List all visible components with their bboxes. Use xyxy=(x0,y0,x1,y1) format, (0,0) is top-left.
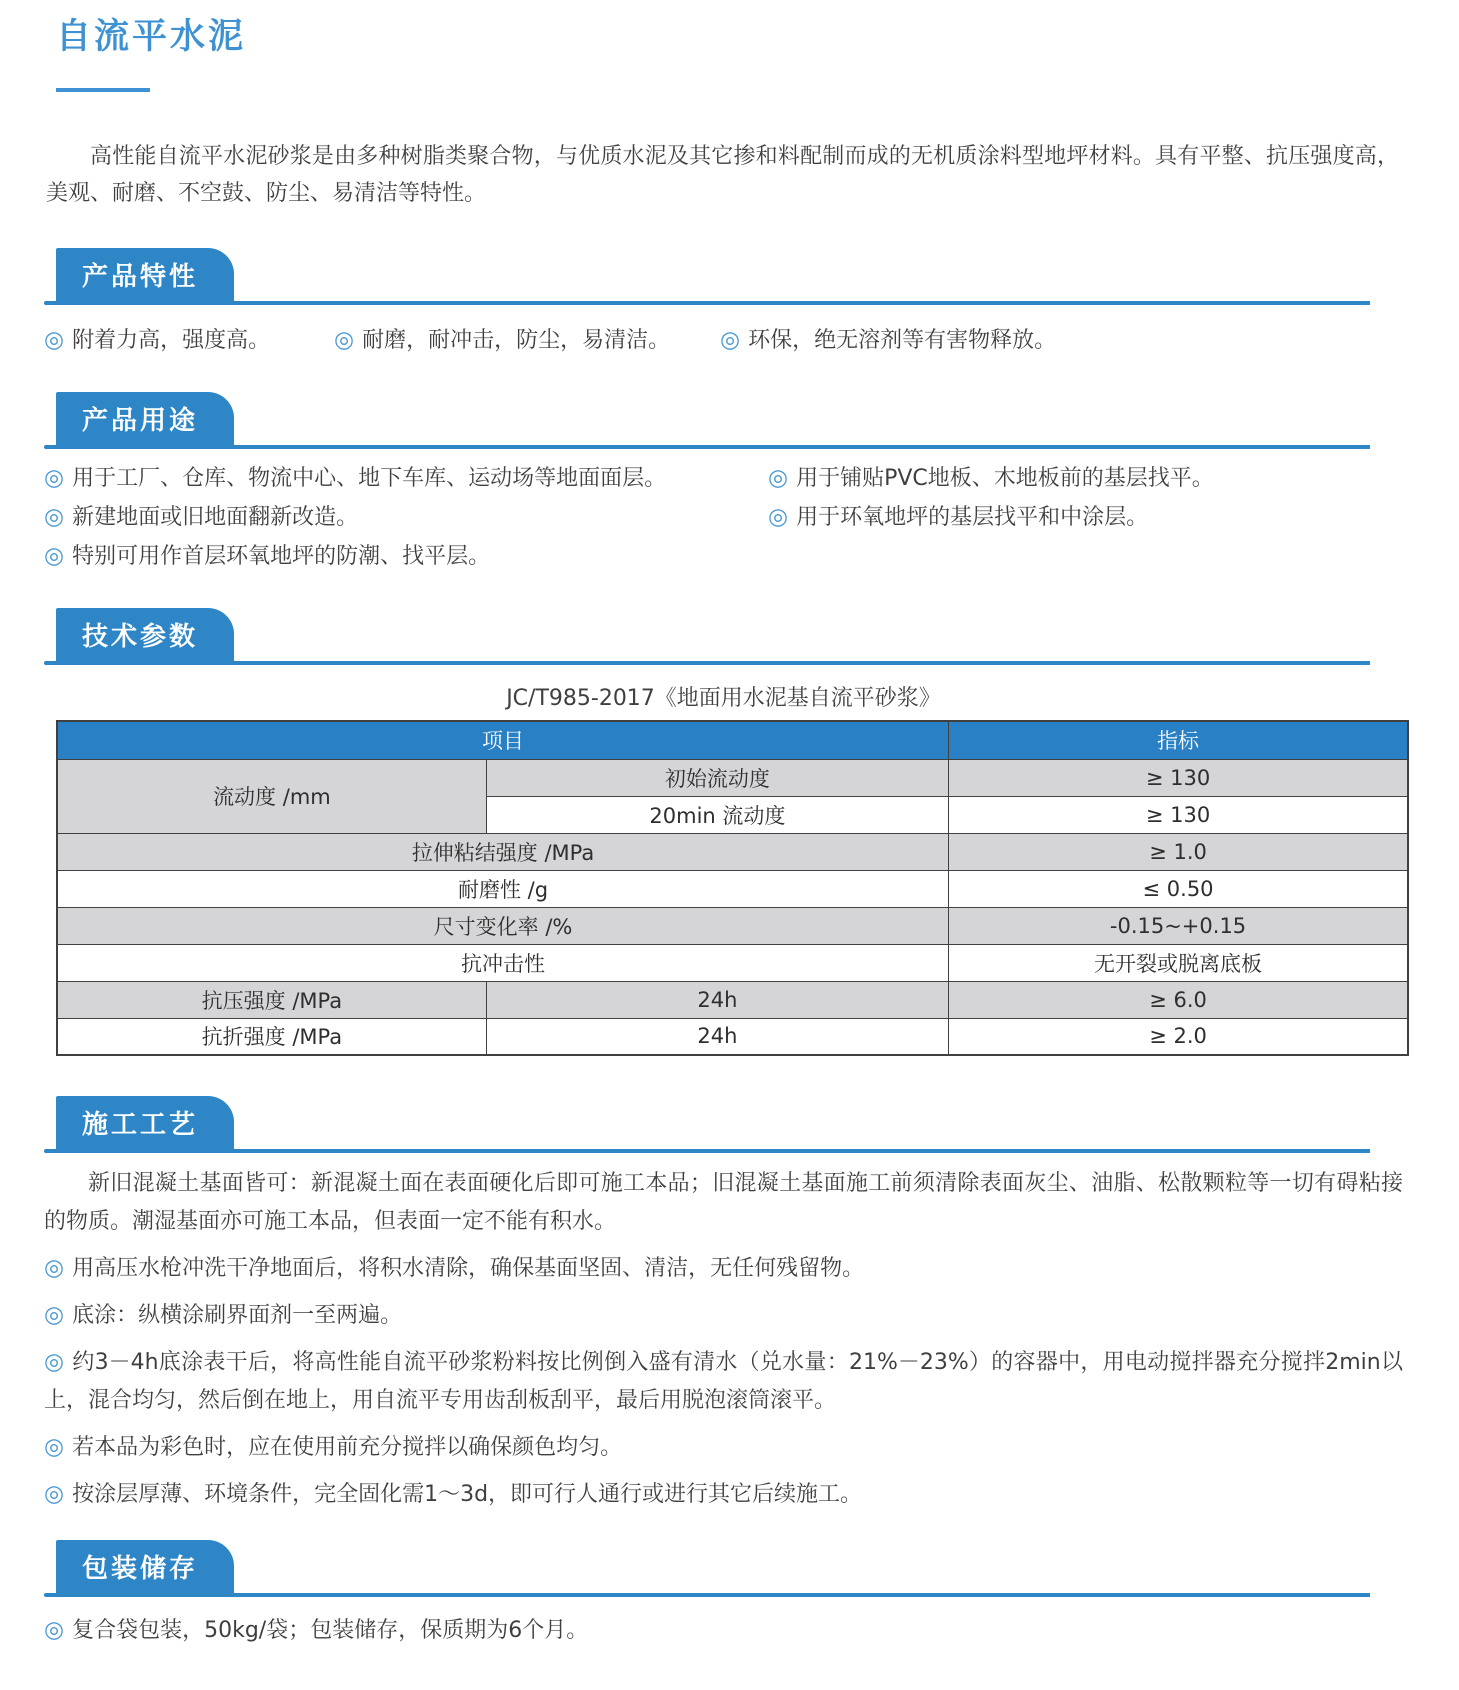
process-step-text: 约3－4h底涂表干后，将高性能自流平砂浆粉料按比例倒入盛有清水（兑水量：21%－23%）的容器中，用电动搅拌器充分搅拌2min以上，混合均匀，然后倒在地上，用自流平专用齿刮板刮平，最后用脱泡滚筒滚平。 xyxy=(44,1350,1403,1413)
section-banner-packaging: 包装储存 xyxy=(56,1540,234,1593)
process-step xyxy=(44,1296,1403,1335)
feature-item xyxy=(44,321,334,360)
packaging-item xyxy=(44,1611,1403,1650)
table-cell: 抗折强度 /MPa xyxy=(57,1018,486,1055)
uses-column-right xyxy=(768,459,1403,576)
section-uses xyxy=(44,392,1403,576)
section-process xyxy=(44,1096,1403,1514)
uses-list xyxy=(44,459,1403,576)
table-cell: 20min 流动度 xyxy=(486,796,948,833)
use-item-text: 特别可用作首层环氧地坪的防潮、找平层。 xyxy=(72,544,491,569)
section-rule xyxy=(44,445,1370,449)
table-header-cell: 指标 xyxy=(949,721,1408,759)
table-cell: ≥ 6.0 xyxy=(949,981,1408,1018)
table-cell: -0.15~+0.15 xyxy=(949,907,1408,944)
process-step xyxy=(44,1249,1403,1288)
section-banner-process: 施工工艺 xyxy=(56,1096,234,1149)
process-step-text: 按涂层厚薄、环境条件，完全固化需1～3d，即可行人通行或进行其它后续施工。 xyxy=(72,1482,863,1507)
table-cell: 流动度 /mm xyxy=(57,759,486,833)
feature-item-text: 耐磨，耐冲击，防尘，易清洁。 xyxy=(362,328,671,353)
process-step xyxy=(44,1475,1403,1514)
use-item xyxy=(44,537,768,576)
table-cell: ≤ 0.50 xyxy=(949,870,1408,907)
process-paragraph: 新旧混凝土基面皆可：新混凝土面在表面硬化后即可施工本品；旧混凝土基面施工前须清除表面灰尘、油脂、松散颗粒等一切有碍粘接的物质。潮湿基面亦可施工本品，但表面一定不能有积水。 xyxy=(44,1171,1403,1234)
section-header xyxy=(56,1540,1403,1593)
bullet-circle-icon: ◎ xyxy=(44,1434,65,1460)
table-row xyxy=(57,1018,1408,1055)
bullet-circle-icon: ◎ xyxy=(44,504,65,530)
table-row xyxy=(57,944,1408,981)
table-cell: 24h xyxy=(486,981,948,1018)
feature-item-text: 环保，绝无溶剂等有害物释放。 xyxy=(748,328,1057,353)
section-rule xyxy=(44,1149,1370,1153)
section-rule xyxy=(44,301,1370,305)
bullet-circle-icon: ◎ xyxy=(720,327,741,353)
bullet-circle-icon: ◎ xyxy=(44,465,65,491)
section-banner-parameters: 技术参数 xyxy=(56,608,234,661)
section-banner-uses: 产品用途 xyxy=(56,392,234,445)
section-features xyxy=(44,248,1403,360)
feature-item xyxy=(334,321,720,360)
section-header xyxy=(56,1096,1403,1149)
table-header-cell: 项目 xyxy=(57,721,949,759)
section-rule xyxy=(44,1593,1370,1597)
uses-column-left xyxy=(44,459,768,576)
use-item-text: 用于工厂、仓库、物流中心、地下车库、运动场等地面面层。 xyxy=(72,466,667,491)
bullet-circle-icon: ◎ xyxy=(44,1617,65,1643)
use-item xyxy=(768,459,1403,498)
table-cell: 抗冲击性 xyxy=(57,944,949,981)
table-header-row xyxy=(57,721,1408,759)
bullet-circle-icon: ◎ xyxy=(768,504,789,530)
table-cell: 24h xyxy=(486,1018,948,1055)
packaging-item-text: 复合袋包装，50kg/袋；包装储存，保质期为6个月。 xyxy=(72,1618,589,1643)
bullet-circle-icon: ◎ xyxy=(44,1255,65,1281)
features-list xyxy=(44,321,1403,360)
bullet-circle-icon: ◎ xyxy=(44,327,65,353)
table-caption: JC/T985-2017《地面用水泥基自流平砂浆》 xyxy=(506,686,941,711)
section-header xyxy=(56,248,1403,301)
process-step-text: 用高压水枪冲洗干净地面后，将积水清除，确保基面坚固、清洁，无任何残留物。 xyxy=(72,1256,865,1281)
bullet-circle-icon: ◎ xyxy=(44,1481,65,1507)
section-rule xyxy=(44,661,1370,665)
use-item xyxy=(44,459,768,498)
table-cell: ≥ 1.0 xyxy=(949,833,1408,870)
process-step-text: 若本品为彩色时，应在使用前充分搅拌以确保颜色均匀。 xyxy=(72,1435,623,1460)
section-parameters xyxy=(44,608,1403,1056)
parameters-table xyxy=(56,720,1409,1056)
feature-item-text: 附着力高，强度高。 xyxy=(72,328,271,353)
table-row xyxy=(57,870,1408,907)
process-step xyxy=(44,1428,1403,1467)
table-cell: 拉伸粘结强度 /MPa xyxy=(57,833,949,870)
use-item-text: 用于环氧地坪的基层找平和中涂层。 xyxy=(796,505,1149,530)
table-row xyxy=(57,833,1408,870)
process-step xyxy=(44,1343,1403,1420)
section-banner-features: 产品特性 xyxy=(56,248,234,301)
table-row xyxy=(57,759,1408,796)
bullet-circle-icon: ◎ xyxy=(44,1349,65,1375)
section-packaging xyxy=(44,1540,1403,1650)
intro-paragraph: 高性能自流平水泥砂浆是由多种树脂类聚合物，与优质水泥及其它掺和料配制而成的无机质涂料型地坪材料。具有平整、抗压强度高，美观、耐磨、不空鼓、防尘、易清洁等特性。 xyxy=(46,144,1399,206)
section-header xyxy=(56,392,1403,445)
use-item-text: 用于铺贴PVC地板、木地板前的基层找平。 xyxy=(796,466,1214,491)
use-item-text: 新建地面或旧地面翻新改造。 xyxy=(72,505,359,530)
section-header xyxy=(56,608,1403,661)
table-cell: ≥ 130 xyxy=(949,796,1408,833)
use-item xyxy=(44,498,768,537)
process-step-text: 底涂：纵横涂刷界面剂一至两遍。 xyxy=(72,1303,403,1328)
table-cell: 初始流动度 xyxy=(486,759,948,796)
bullet-circle-icon: ◎ xyxy=(768,465,789,491)
table-cell: ≥ 2.0 xyxy=(949,1018,1408,1055)
bullet-circle-icon: ◎ xyxy=(44,543,65,569)
use-item xyxy=(768,498,1403,537)
bullet-circle-icon: ◎ xyxy=(334,327,355,353)
feature-item xyxy=(720,321,1056,360)
page-title: 自流平水泥 xyxy=(56,17,247,57)
table-cell: 抗压强度 /MPa xyxy=(57,981,486,1018)
table-cell: ≥ 130 xyxy=(949,759,1408,796)
table-row xyxy=(57,907,1408,944)
table-cell: 耐磨性 /g xyxy=(57,870,949,907)
table-cell: 尺寸变化率 /% xyxy=(57,907,949,944)
table-cell: 无开裂或脱离底板 xyxy=(949,944,1408,981)
title-underline xyxy=(56,88,150,92)
table-row xyxy=(57,981,1408,1018)
bullet-circle-icon: ◎ xyxy=(44,1302,65,1328)
